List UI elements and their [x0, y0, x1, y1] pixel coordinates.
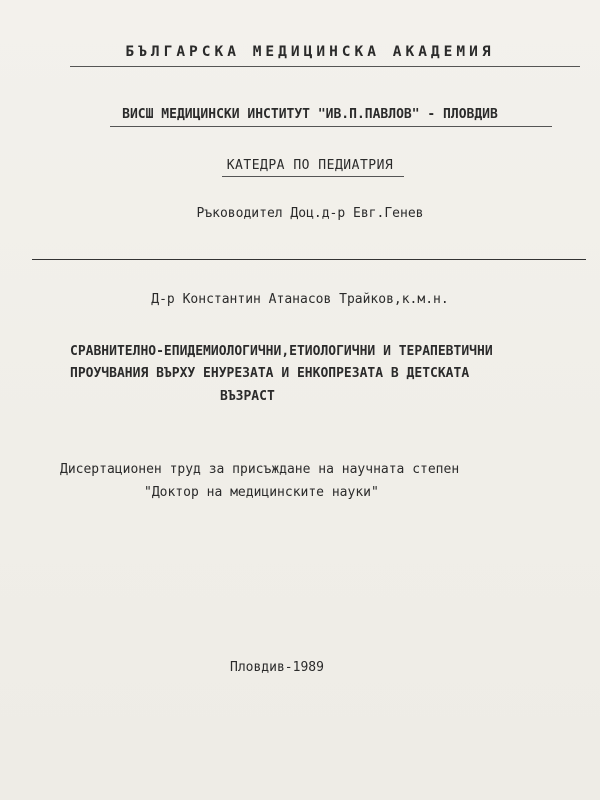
institute-heading: ВИСШ МЕДИЦИНСКИ ИНСТИТУТ "ИВ.П.ПАВЛОВ" - ПЛОВДИВ [122, 107, 498, 122]
dissertation-line-1: Дисертационен труд за присъждане на научната степен [60, 462, 460, 477]
department-head: Ръководител Доц.д-р Евг.Генев [196, 206, 424, 221]
title-line-2: ПРОУЧВАНИЯ ВЪРХУ ЕНУРЕЗАТА И ЕНКОПРЕЗАТА В ДЕТСКАТА [70, 366, 470, 381]
dissertation-line-2: "Доктор на медицинските науки" [144, 485, 379, 500]
title-line-1: СРАВНИТЕЛНО-ЕПИДЕМИОЛОГИЧНИ,ЕТИОЛОГИЧНИ И ТЕРАПЕВТИЧНИ [70, 344, 493, 359]
place-year: Пловдив-1989 [230, 660, 324, 675]
title-line-3: ВЪЗРАСТ [220, 389, 275, 404]
academy-underline [70, 66, 580, 67]
section-divider [32, 259, 586, 260]
department-underline [222, 176, 404, 177]
academy-heading: БЪЛГАРСКА МЕДИЦИНСКА АКАДЕМИЯ [125, 44, 495, 60]
author-name: Д-р Константин Атанасов Трайков,к.м.н. [151, 292, 449, 307]
department-heading: КАТЕДРА ПО ПЕДИАТРИЯ [226, 158, 394, 173]
institute-underline [110, 126, 552, 127]
